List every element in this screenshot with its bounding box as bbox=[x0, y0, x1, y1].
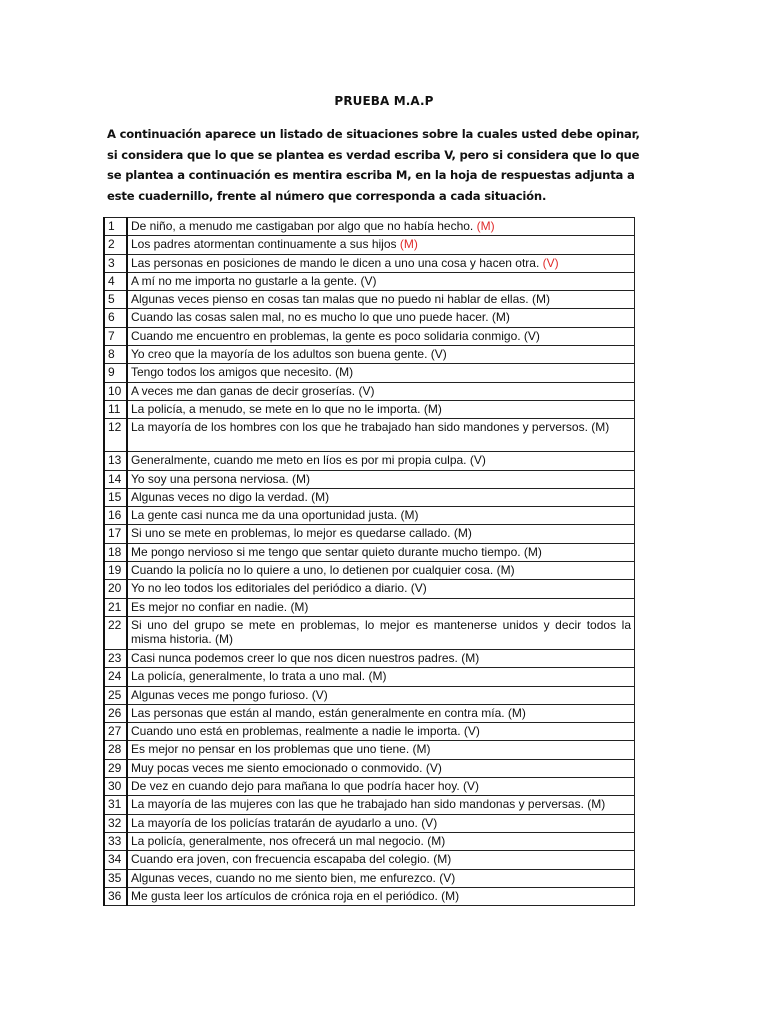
statement-text: Yo soy una persona nerviosa. bbox=[131, 471, 289, 486]
statement-answer-code: (M) bbox=[531, 292, 550, 307]
statement-cell bbox=[127, 686, 635, 704]
statement-text: Algunas veces me pongo furioso. bbox=[131, 687, 312, 702]
statement-answer-code: (V) bbox=[358, 383, 375, 398]
statement-row bbox=[104, 723, 635, 741]
statement-answer-code: (V) bbox=[430, 347, 447, 362]
statement-number: 13 bbox=[104, 452, 127, 470]
statement-row bbox=[104, 470, 635, 488]
statement-row bbox=[104, 869, 635, 887]
statement-number: 3 bbox=[104, 254, 127, 272]
statement-number: 31 bbox=[104, 796, 127, 814]
statement-row bbox=[104, 832, 635, 850]
statement-row bbox=[104, 400, 635, 418]
statement-row bbox=[104, 598, 635, 616]
statement-cell bbox=[127, 364, 635, 382]
statement-number: 1 bbox=[104, 218, 127, 236]
statement-text: La policía, generalmente, lo trata a uno mal. bbox=[131, 669, 366, 684]
statement-number: 6 bbox=[104, 309, 127, 327]
statement-text: Yo no leo todos los editoriales del periódico a diario. bbox=[131, 581, 408, 596]
statement-number: 27 bbox=[104, 723, 127, 741]
statement-text: Algunas veces pienso en cosas tan malas que no puedo ni hablar de ellas. bbox=[131, 292, 529, 307]
statement-number: 11 bbox=[104, 400, 127, 418]
statement-row bbox=[104, 291, 635, 309]
statement-number: 23 bbox=[104, 649, 127, 667]
statement-row bbox=[104, 741, 635, 759]
statement-cell bbox=[127, 832, 635, 850]
statement-number: 15 bbox=[104, 488, 127, 506]
statement-row bbox=[104, 346, 635, 364]
statement-cell bbox=[127, 741, 635, 759]
statement-cell bbox=[127, 723, 635, 741]
statement-row bbox=[104, 562, 635, 580]
statement-answer-code: (V) bbox=[469, 453, 486, 468]
statement-text: La mayoría de los policías tratarán de ayudarlo a uno. bbox=[131, 815, 418, 830]
statement-number: 4 bbox=[104, 272, 127, 290]
statement-row bbox=[104, 580, 635, 598]
statement-answer-code: (M) bbox=[399, 237, 418, 252]
statement-text: Algunas veces, cuando no me siento bien, me enfurezco. bbox=[131, 870, 436, 885]
statement-text: Cuando las cosas salen mal, no es mucho lo que uno puede hacer. bbox=[131, 310, 489, 325]
statement-answer-code: (M) bbox=[461, 650, 480, 665]
statement-row bbox=[104, 272, 635, 290]
statement-text: Me pongo nervioso si me tengo que sentar quieto durante mucho tiempo. bbox=[131, 544, 521, 559]
statement-cell bbox=[127, 419, 635, 452]
statement-number: 29 bbox=[104, 759, 127, 777]
statement-number: 2 bbox=[104, 236, 127, 254]
statement-answer-code: (M) bbox=[368, 669, 387, 684]
statement-cell bbox=[127, 346, 635, 364]
statement-cell bbox=[127, 796, 635, 814]
statement-cell bbox=[127, 382, 635, 400]
statement-answer-code: (M) bbox=[427, 833, 446, 848]
statement-answer-code: (M) bbox=[441, 888, 460, 903]
statement-answer-code: (V) bbox=[439, 870, 456, 885]
statement-number: 24 bbox=[104, 668, 127, 686]
statement-row bbox=[104, 704, 635, 722]
statement-number: 8 bbox=[104, 346, 127, 364]
statement-row bbox=[104, 796, 635, 814]
statement-number: 10 bbox=[104, 382, 127, 400]
statement-answer-code: (M) bbox=[453, 526, 472, 541]
statement-answer-code: (M) bbox=[400, 508, 419, 523]
statement-cell bbox=[127, 488, 635, 506]
statement-row bbox=[104, 851, 635, 869]
statement-row bbox=[104, 236, 635, 254]
statement-number: 9 bbox=[104, 364, 127, 382]
statement-number: 20 bbox=[104, 580, 127, 598]
statement-answer-code: (M) bbox=[335, 365, 354, 380]
statement-row bbox=[104, 814, 635, 832]
statement-text: Algunas veces no digo la verdad. bbox=[131, 489, 308, 504]
statement-row bbox=[104, 452, 635, 470]
statement-number: 21 bbox=[104, 598, 127, 616]
statement-cell bbox=[127, 309, 635, 327]
statement-text: De niño, a menudo me castigaban por algo que no había hecho. bbox=[131, 219, 474, 233]
statement-number: 28 bbox=[104, 741, 127, 759]
statement-row bbox=[104, 887, 635, 905]
statement-cell bbox=[127, 400, 635, 418]
statement-number: 5 bbox=[104, 291, 127, 309]
statement-answer-code: (M) bbox=[491, 310, 510, 325]
statement-answer-code: (M) bbox=[496, 563, 515, 578]
statement-number: 34 bbox=[104, 851, 127, 869]
statement-number: 26 bbox=[104, 704, 127, 722]
statement-cell bbox=[127, 598, 635, 616]
statement-cell bbox=[127, 291, 635, 309]
statement-answer-code: (V) bbox=[463, 724, 480, 739]
statement-answer-code: (V) bbox=[421, 815, 438, 830]
statement-row bbox=[104, 364, 635, 382]
statement-answer-code: (V) bbox=[425, 760, 442, 775]
statement-text: De vez en cuando dejo para mañana lo que podría hacer hoy. bbox=[131, 779, 460, 794]
statement-cell bbox=[127, 704, 635, 722]
statement-cell bbox=[127, 887, 635, 905]
statement-text: Cuando me encuentro en problemas, la gente es poco solidaria conmigo. bbox=[131, 328, 521, 343]
statement-cell bbox=[127, 562, 635, 580]
statement-answer-code: (V) bbox=[311, 687, 328, 702]
statement-row bbox=[104, 254, 635, 272]
statement-text: Si uno se mete en problemas, lo mejor es quedarse callado. bbox=[131, 526, 451, 541]
statement-text: Cuando uno está en problemas, realmente a nadie le importa. bbox=[131, 724, 461, 739]
statement-text: Generalmente, cuando me meto en líos es por mi propia culpa. bbox=[131, 453, 467, 468]
statement-text: Casi nunca podemos creer lo que nos dicen nuestros padres. bbox=[131, 650, 458, 665]
statement-text: A veces me dan ganas de decir groserías. bbox=[131, 383, 356, 398]
statement-text: Las personas en posiciones de mando le dicen a uno una cosa y hacen otra. bbox=[131, 255, 540, 270]
statement-number: 19 bbox=[104, 562, 127, 580]
statement-text: La mayoría de los hombres con los que he trabajado han sido mandones y perversos. bbox=[131, 420, 588, 435]
statement-text: La policía, a menudo, se mete en lo que no le importa. bbox=[131, 401, 421, 416]
statement-number: 22 bbox=[104, 616, 127, 649]
statement-number: 12 bbox=[104, 419, 127, 452]
statement-row bbox=[104, 525, 635, 543]
statement-cell bbox=[127, 452, 635, 470]
statement-cell bbox=[127, 470, 635, 488]
statement-text: Tengo todos los amigos que necesito. bbox=[131, 365, 332, 380]
statement-cell bbox=[127, 649, 635, 667]
statement-text: Las personas que están al mando, están generalmente en contra mía. bbox=[131, 705, 505, 720]
statement-answer-code: (M) bbox=[423, 401, 442, 416]
statement-number: 35 bbox=[104, 869, 127, 887]
statement-row bbox=[104, 778, 635, 796]
statement-answer-code: (M) bbox=[292, 471, 311, 486]
statement-cell bbox=[127, 218, 635, 236]
statement-cell bbox=[127, 759, 635, 777]
statement-text: A mí no me importa no gustarle a la gente. bbox=[131, 273, 358, 288]
statement-answer-code: (M) bbox=[311, 489, 330, 504]
statement-text: Yo creo que la mayoría de los adultos son buena gente. bbox=[131, 347, 428, 362]
statement-answer-code: (V) bbox=[523, 328, 540, 343]
statement-row bbox=[104, 218, 635, 236]
statement-number: 17 bbox=[104, 525, 127, 543]
statement-row bbox=[104, 419, 635, 452]
statements-table bbox=[103, 217, 635, 906]
statement-row bbox=[104, 382, 635, 400]
statement-number: 16 bbox=[104, 507, 127, 525]
statement-answer-code: (M) bbox=[476, 219, 495, 233]
statement-number: 32 bbox=[104, 814, 127, 832]
statement-answer-code: (V) bbox=[360, 273, 377, 288]
statement-cell bbox=[127, 272, 635, 290]
statement-cell bbox=[127, 851, 635, 869]
statement-cell bbox=[127, 668, 635, 686]
statement-row bbox=[104, 327, 635, 345]
statement-number: 36 bbox=[104, 887, 127, 905]
statement-answer-code: (V) bbox=[463, 779, 480, 794]
statement-row bbox=[104, 668, 635, 686]
statement-text: La mayoría de las mujeres con las que he trabajado han sido mandonas y perversas. bbox=[131, 797, 584, 812]
statement-number: 14 bbox=[104, 470, 127, 488]
statement-cell bbox=[127, 236, 635, 254]
statement-answer-code: (V) bbox=[410, 581, 427, 596]
statement-text: La gente casi nunca me da una oportunidad justa. bbox=[131, 508, 398, 523]
statement-answer-code: (V) bbox=[542, 255, 559, 270]
statement-text: Muy pocas veces me siento emocionado o conmovido. bbox=[131, 760, 423, 775]
statement-cell bbox=[127, 327, 635, 345]
statement-answer-code: (M) bbox=[412, 742, 431, 757]
statement-cell bbox=[127, 525, 635, 543]
statement-text: Es mejor no pensar en los problemas que uno tiene. bbox=[131, 742, 410, 757]
statement-cell bbox=[127, 814, 635, 832]
statement-row bbox=[104, 616, 635, 649]
statement-text: Cuando la policía no lo quiere a uno, lo detienen por cualquier cosa. bbox=[131, 563, 494, 578]
statement-row bbox=[104, 507, 635, 525]
statement-row bbox=[104, 759, 635, 777]
statement-number: 18 bbox=[104, 543, 127, 561]
statement-cell bbox=[127, 254, 635, 272]
statement-cell bbox=[127, 616, 635, 649]
statement-row bbox=[104, 488, 635, 506]
statement-text: Me gusta leer los artículos de crónica roja en el periódico. bbox=[131, 888, 438, 903]
statement-answer-code: (M) bbox=[290, 599, 309, 614]
statement-row bbox=[104, 649, 635, 667]
statement-row bbox=[104, 309, 635, 327]
statement-cell bbox=[127, 543, 635, 561]
statement-answer-code: (M) bbox=[507, 705, 526, 720]
statement-row bbox=[104, 686, 635, 704]
statement-cell bbox=[127, 869, 635, 887]
statement-row bbox=[104, 543, 635, 561]
statement-cell bbox=[127, 507, 635, 525]
statement-text: Es mejor no confiar en nadie. bbox=[131, 599, 288, 614]
statement-answer-code: (M) bbox=[587, 797, 606, 812]
statements-table-body bbox=[104, 218, 635, 906]
statement-text: Si uno del grupo se mete en problemas, lo mejor es mantenerse unidos y decir todos la misma historia. bbox=[131, 617, 631, 646]
statement-answer-code: (M) bbox=[215, 631, 234, 646]
statement-text: La policía, generalmente, nos ofrecerá un mal negocio. bbox=[131, 833, 424, 848]
statement-answer-code: (M) bbox=[523, 544, 542, 559]
statement-cell bbox=[127, 580, 635, 598]
statement-text: Cuando era joven, con frecuencia escapaba del colegio. bbox=[131, 852, 430, 867]
statement-number: 30 bbox=[104, 778, 127, 796]
statement-number: 33 bbox=[104, 832, 127, 850]
statement-text: Los padres atormentan continuamente a sus hijos bbox=[131, 237, 397, 252]
statement-cell bbox=[127, 778, 635, 796]
statement-number: 7 bbox=[104, 327, 127, 345]
statement-number: 25 bbox=[104, 686, 127, 704]
instructions-paragraph: A continuación aparece un listado de situaciones sobre la cuales usted debe opinar, si considera que lo que se plantea es verdad escriba V, pero si considera que lo que se plantea a continuación es mentira escriba M, en la hoja de respuestas adjunta a este cuadernillo, frente al número que corresponda a cada situación. bbox=[107, 127, 640, 203]
statement-answer-code: (M) bbox=[591, 420, 610, 435]
page-title: PRUEBA M.A.P bbox=[334, 94, 434, 108]
statement-answer-code: (M) bbox=[433, 852, 452, 867]
